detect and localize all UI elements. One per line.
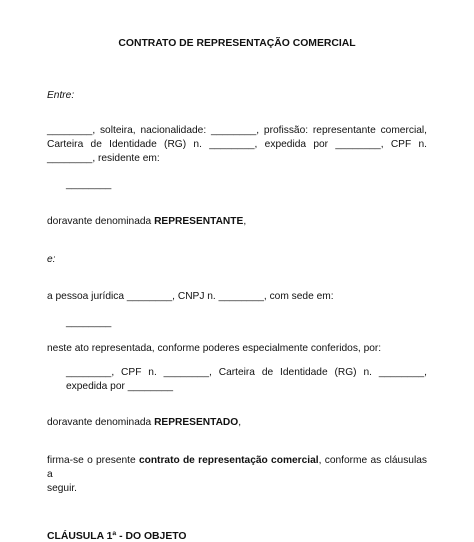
document-title: CONTRATO DE REPRESENTAÇÃO COMERCIAL xyxy=(118,38,356,49)
firma-suffix: , conforme as cláusulas a xyxy=(47,455,427,480)
pessoa-juridica-line: a pessoa jurídica ________, CNPJ n. ________, com sede em: xyxy=(47,291,334,302)
firma-line-2: seguir. xyxy=(47,483,78,494)
representante-qualification xyxy=(47,124,427,166)
clausula-heading: CLÁUSULA 1ª - DO OBJETO xyxy=(47,531,187,542)
representante-term: REPRESENTANTE xyxy=(154,216,244,227)
representado-term: REPRESENTADO xyxy=(154,417,239,428)
entre-label xyxy=(47,89,74,102)
firma-line-1 xyxy=(47,454,427,482)
denominada-representado xyxy=(47,416,241,429)
entre-text: Entre: xyxy=(47,90,75,101)
firma-contract-term: contrato de representação comercial xyxy=(138,455,319,466)
denominada-text: doravante denominada xyxy=(47,216,155,227)
comma-2: , xyxy=(238,417,242,428)
rep-line-1: ________, solteira, nacionalidade: ________, profissão: representante comercial, xyxy=(47,125,427,136)
e-label xyxy=(47,253,56,266)
firma-prefix: firma-se o presente xyxy=(47,455,139,466)
rep-line-2: Carteira de Identidade (RG) n. ________, expedida por ________, CPF n. xyxy=(47,139,427,150)
representative-details xyxy=(66,366,427,394)
e-text: e: xyxy=(47,254,56,265)
firma-paragraph xyxy=(47,454,427,496)
rep2-line-1: ________, CPF n. ________, Carteira de Identidade (RG) n. ________, xyxy=(66,367,427,378)
address-blank-2: ________ xyxy=(66,317,112,328)
neste-ato-line: neste ato representada, conforme poderes especialmente conferidos, por: xyxy=(47,343,382,354)
rep-line-3: ________, residente em: xyxy=(47,153,160,164)
denominada-text-2: doravante denominada xyxy=(47,417,155,428)
address-blank-1: ________ xyxy=(66,179,112,190)
comma: , xyxy=(243,216,247,227)
rep2-line-2: expedida por ________ xyxy=(66,381,174,392)
denominada-representante xyxy=(47,215,246,228)
